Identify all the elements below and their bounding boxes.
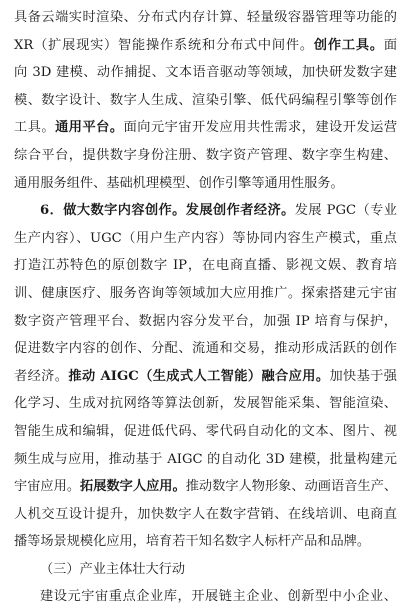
text-line	[14, 473, 397, 501]
paragraph-platform-tools	[14, 4, 397, 197]
text-line: 生产内容）、UGC（用户生产内容）等协同内容生产模式，重点	[14, 230, 397, 246]
text-line: 人机交互设计提升，加快数字人在数字营销、在线培训、电商直	[14, 506, 397, 522]
text-line: 打造江苏特色的原创数字 IP，在电商直播、影视文娱、教育培	[14, 258, 397, 274]
text-line: 化学习、生成对抗网络等算法创新，发展智能采集、智能渲染、	[14, 396, 397, 412]
text-line	[14, 197, 397, 225]
paragraph-digital-content	[14, 197, 397, 556]
text-line: 频生成与应用，推动基于 AIGC 的自动化 3D 建模，批量构建元	[14, 451, 397, 467]
text-run: 者经济。	[14, 368, 69, 384]
text-run: 宇宙应用。	[14, 479, 81, 495]
text-run: 面向元宇宙开发应用共性需求，建设开发运营	[123, 120, 397, 136]
bold-keyword: 通用平台。	[55, 120, 124, 136]
text-line: 数字资产管理平台、数据内容分发平台，加强 IP 培育与保护，	[14, 313, 397, 329]
text-run: 工具。	[14, 120, 56, 136]
bold-keyword: 拓展数字人应用。	[80, 479, 186, 495]
text-line: 综合平台，提供数字身份注册、数字资产管理、数字孪生构建、	[14, 147, 397, 163]
text-line: 模、数字设计、数字人生成、渲染引擎、低代码编程引擎等创作	[14, 92, 397, 108]
text-run: 发展 PGC（专业	[294, 203, 397, 219]
text-line: 训、健康医疗、服务咨询等领域加大应用推广。探索搭建元宇宙	[14, 285, 397, 301]
text-line: 向 3D 建模、动作捕捉、文本语音驱动等领域，加快研发数字建	[14, 65, 397, 81]
text-line	[14, 32, 397, 60]
text-line: 建设元宇宙重点企业库，开展链主企业、创新型中小企业、	[40, 589, 397, 605]
text-run: XR（扩展现实）智能操作系统和分布式中间件。	[14, 37, 314, 53]
section-heading: （三）产业主体壮大行动	[40, 561, 186, 577]
text-line	[14, 114, 397, 142]
text-run: 面	[383, 37, 397, 53]
text-line: 播等场景规模化应用，培育若干知名数字人标杆产品和品牌。	[14, 534, 371, 550]
bold-heading: 6．做大数字内容创作。发展创作者经济。	[40, 203, 295, 219]
text-line: 智能生成和编辑，促进低代码、零代码自动化的文本、图片、视	[14, 423, 397, 439]
bold-keyword: 推动 AIGC（生成式人工智能）融合应用。	[68, 368, 330, 384]
text-run: 推动数字人物形象、动画语音生产、	[185, 479, 397, 495]
text-line: 通用服务组件、基础机理模型、创作引擎等通用性服务。	[14, 175, 344, 191]
text-run: 加快基于强	[329, 368, 397, 384]
bold-keyword: 创作工具。	[313, 37, 384, 53]
text-line: 具备云端实时渲染、分布式内存计算、轻量级容器管理等功能的	[14, 10, 397, 25]
paragraph-industry	[14, 583, 397, 611]
text-line	[14, 363, 397, 391]
text-line: 促进数字内容的创作、分配、流通和交易，推动形成活跃的创作	[14, 341, 397, 357]
